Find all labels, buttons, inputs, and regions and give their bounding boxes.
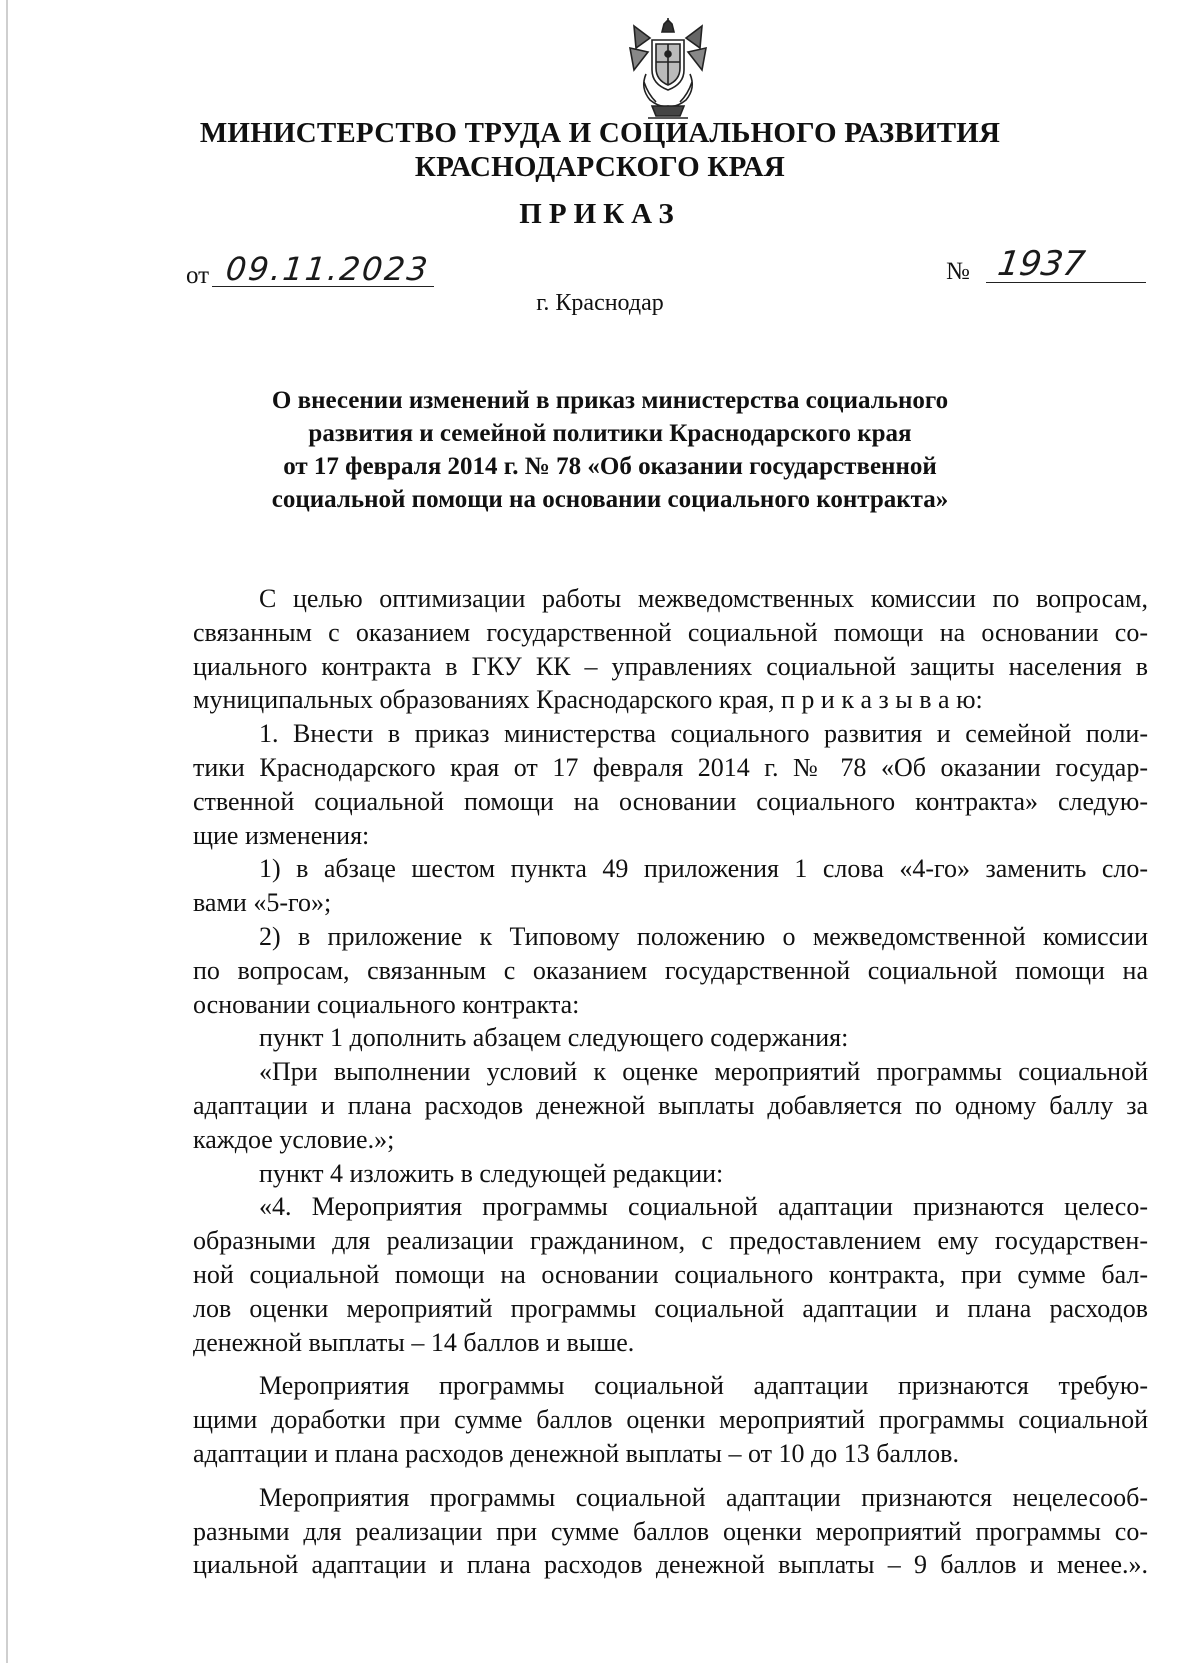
text-line: «При выполнении условий к оценке мероприятий программы социальной (259, 1057, 1148, 1087)
subject-line: социальной помощи на основании социального контракта» (271, 486, 949, 513)
text-line: связанным с оказанием государственной социальной помощи на основании со- (193, 617, 1148, 647)
paragraph-quote-1 (193, 1055, 1148, 1156)
text-line: щие изменения: (193, 820, 370, 850)
text-line: щими доработки при сумме баллов оценки мероприятий программы социальной (193, 1405, 1148, 1435)
text-line: ной социальной помощи на основании социального контракта, при сумме бал- (193, 1259, 1148, 1289)
text-line: ственной социальной помощи на основании социального контракта» следую- (193, 786, 1148, 816)
ministry-title-line1: МИНИСТЕРСТВО ТРУДА И СОЦИАЛЬНОГО РАЗВИТИЯ (199, 117, 1001, 149)
text-line: вами «5-го»; (193, 888, 332, 918)
document-type: ПРИКАЗ (519, 198, 681, 230)
subject-line: от 17 февраля 2014 г. № 78 «Об оказании государственной (283, 453, 937, 480)
text-line: Мероприятия программы социальной адаптации признаются требую- (259, 1371, 1148, 1401)
paragraph-needs-revision (193, 1369, 1148, 1470)
paragraph-point-1 (193, 1021, 1148, 1055)
date-underline (212, 286, 434, 287)
text-line: «4. Мероприятия программы социальной адаптации признаются целесо- (259, 1192, 1148, 1222)
text-line: каждое условие.»; (193, 1124, 395, 1154)
text-line: разными для реализации при сумме баллов оценки мероприятий программы со- (193, 1516, 1148, 1546)
number-value-handwritten: 1937 (995, 244, 1088, 284)
text-line: по вопросам, связанным с оказанием государственной социальной помощи на (193, 955, 1148, 985)
ministry-title-line2: КРАСНОДАРСКОГО КРАЯ (414, 151, 786, 183)
text-line: адаптации и плана расходов денежной выплаты добавляется по одному баллу за (193, 1090, 1148, 1120)
text-line: 2) в приложение к Типовому положению о межведомственной комиссии (259, 921, 1148, 951)
text-line: денежной выплаты – 14 баллов и выше. (193, 1327, 635, 1357)
text-line: образными для реализации гражданином, с предоставлением ему государствен- (193, 1226, 1148, 1256)
paragraph-inexpedient (193, 1481, 1148, 1582)
text-line: основании социального контракта: (193, 989, 580, 1019)
date-prefix: от (186, 262, 210, 289)
order-subject (160, 384, 1060, 516)
order-body (193, 582, 1148, 1582)
paragraph-subitem-2 (193, 920, 1148, 1021)
city: г. Краснодар (536, 290, 664, 316)
text-line: Мероприятия программы социальной адаптации признаются нецелесооб- (259, 1482, 1148, 1512)
subject-line: развития и семейной политики Краснодарского края (308, 420, 912, 447)
ministry-title (0, 116, 1200, 184)
number-underline (986, 282, 1146, 283)
date-value-handwritten: 09.11.2023 (224, 250, 432, 288)
coat-of-arms-emblem (626, 18, 710, 122)
paragraph-subitem-1 (193, 852, 1148, 920)
text-line: С целью оптимизации работы межведомственных комиссии по вопросам, (259, 584, 1148, 613)
text-line: циальной адаптации и плана расходов денежной выплаты – 9 баллов и менее.». (193, 1550, 1148, 1580)
subject-line: О внесении изменений в приказ министерства социального (271, 387, 949, 414)
paragraph-item-1 (193, 717, 1148, 852)
scan-edge-line (6, 0, 8, 1663)
text-line: муниципальных образованиях Краснодарского края, п р и к а з ы в а ю: (193, 685, 983, 715)
text-line: 1) в абзаце шестом пункта 49 приложения 1 слова «4-го» заменить сло- (259, 854, 1148, 884)
text-line: пункт 4 изложить в следующей редакции: (259, 1158, 724, 1188)
text-line: циального контракта в ГКУ КК – управлениях социальной защиты населения в (193, 651, 1148, 681)
text-line: адаптации и плана расходов денежной выплаты – от 10 до 13 баллов. (193, 1438, 959, 1468)
paragraph-quote-4 (193, 1190, 1148, 1359)
text-line: тики Краснодарского края от 17 февраля 2014 г. № 78 «Об оказании государ- (193, 752, 1148, 782)
text-line: 1. Внести в приказ министерства социального развития и семейной поли- (259, 719, 1148, 749)
number-prefix: № (946, 258, 970, 285)
text-line: пункт 1 дополнить абзацем следующего содержания: (259, 1023, 849, 1053)
paragraph-point-4 (193, 1157, 1148, 1191)
paragraph-preamble (193, 582, 1148, 717)
text-line: лов оценки мероприятий программы социальной адаптации и плана расходов (193, 1293, 1148, 1323)
